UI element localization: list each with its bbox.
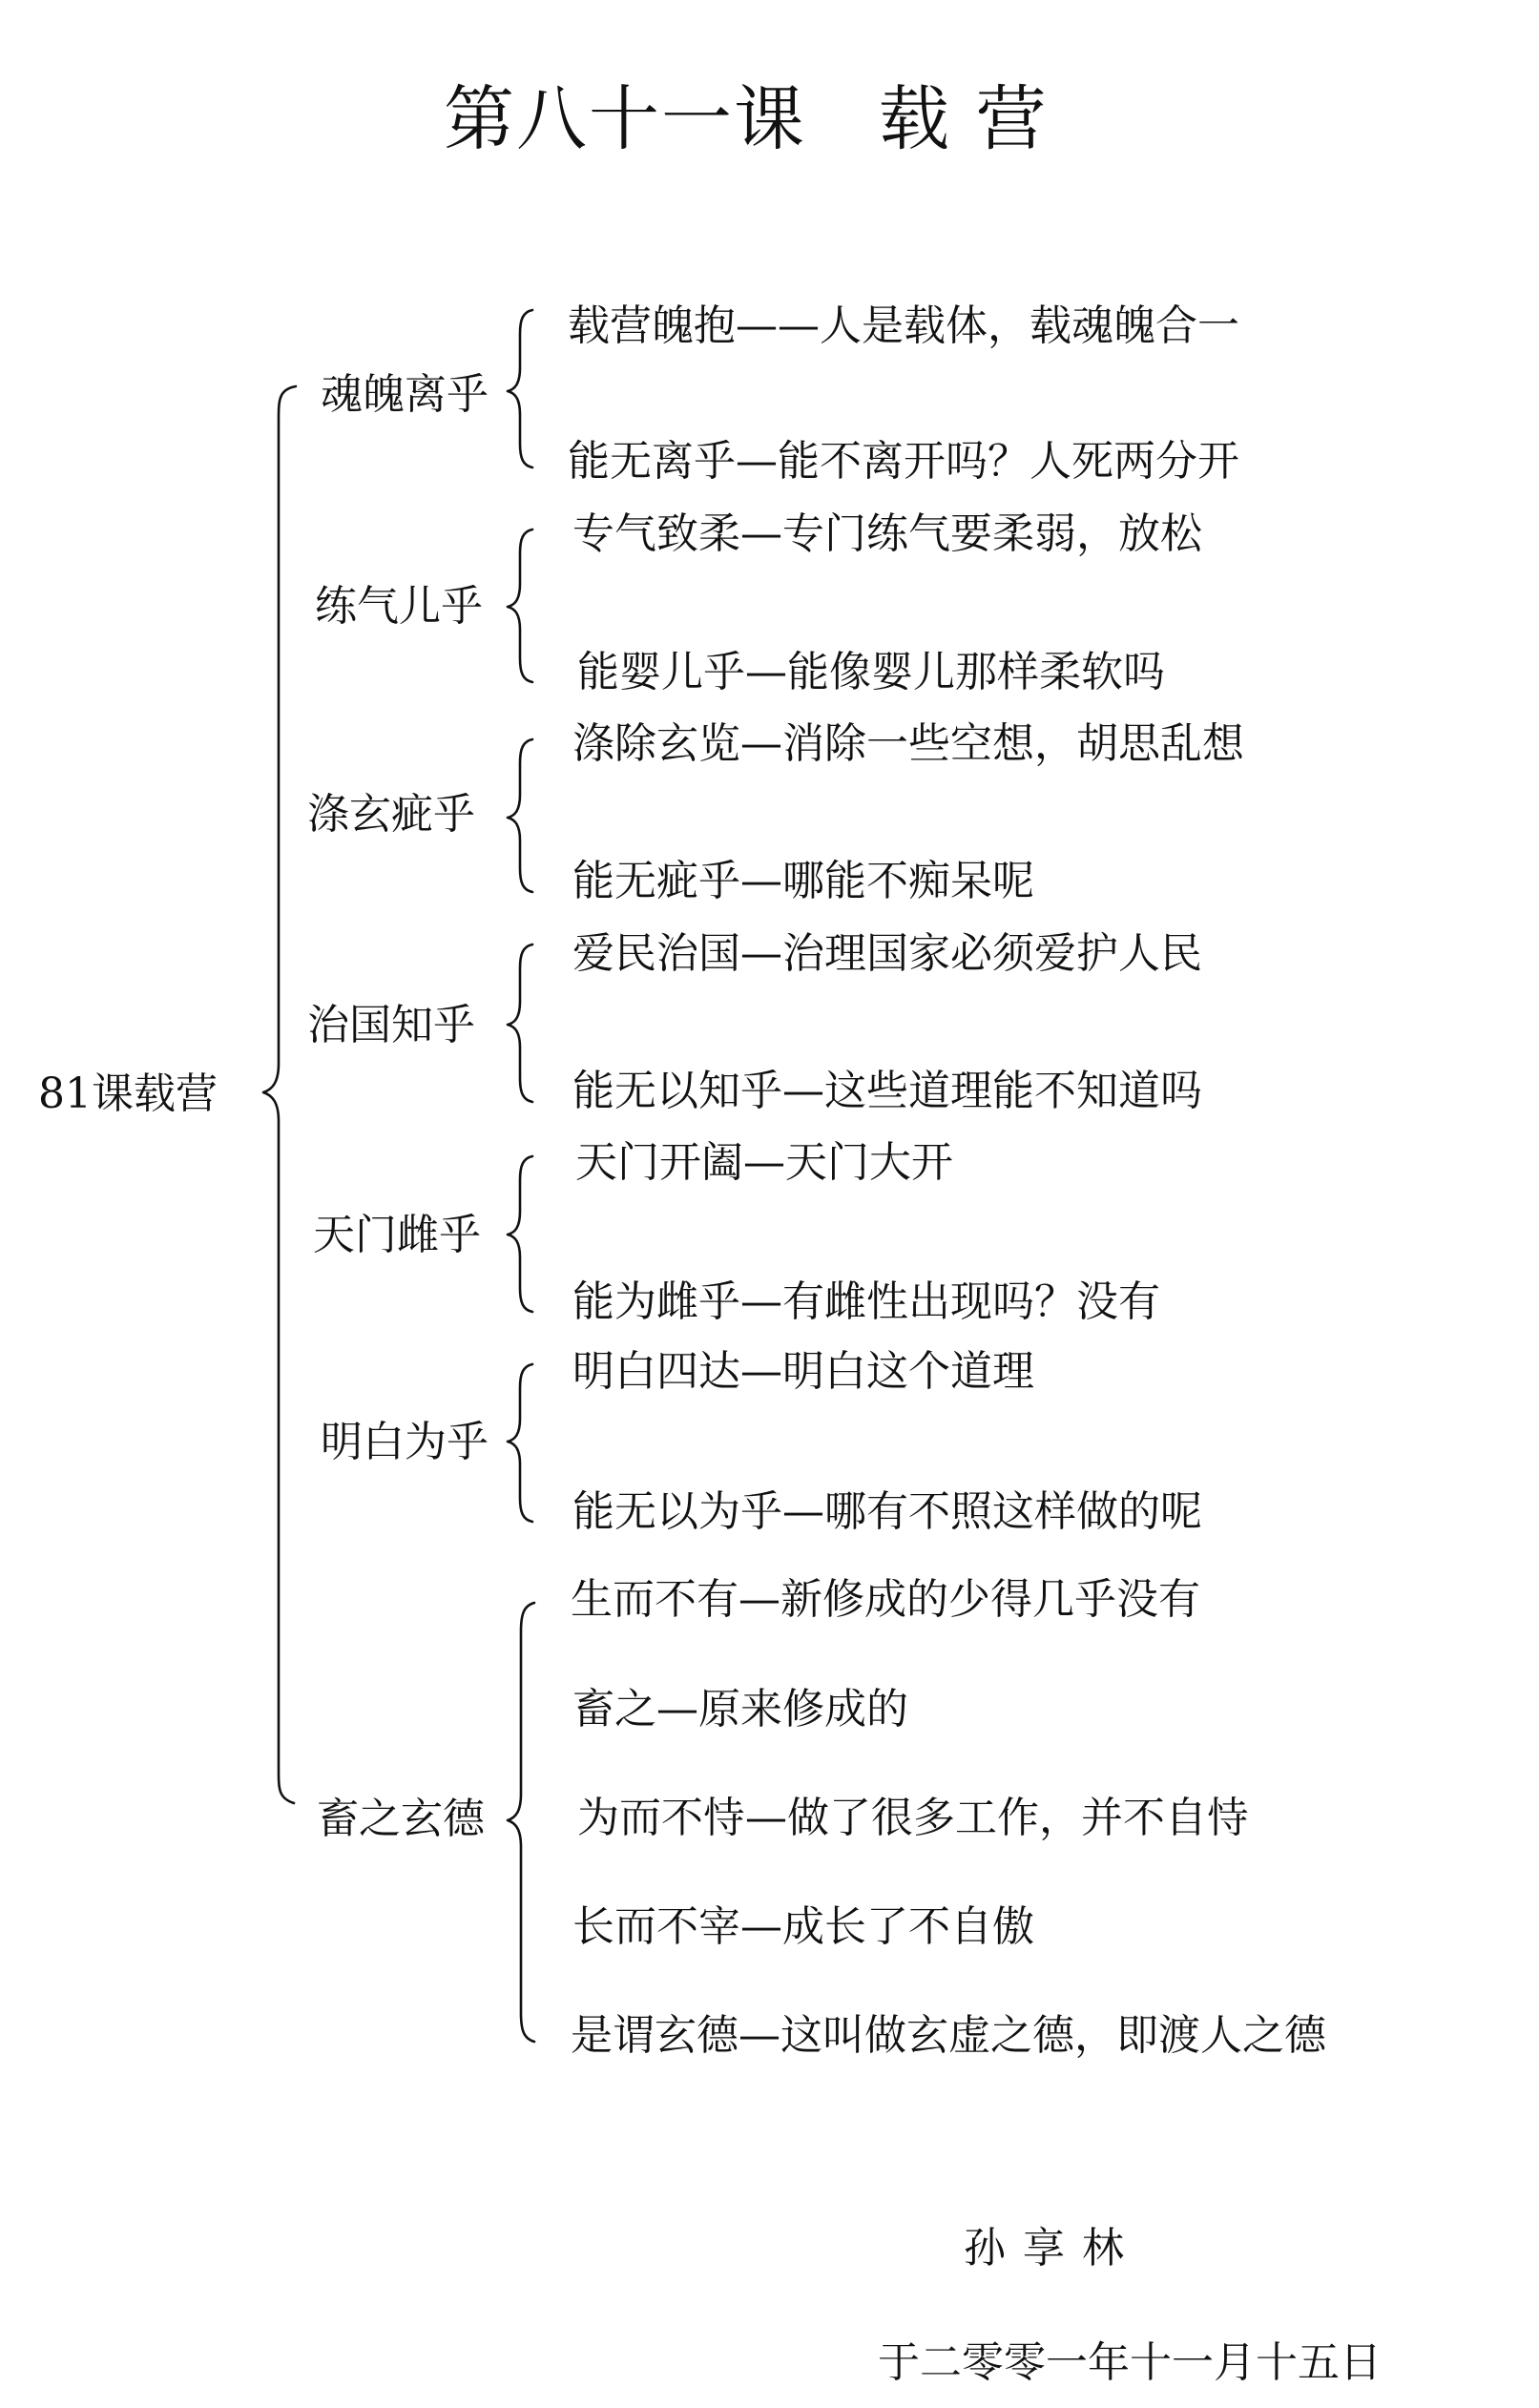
group-brace-2 [508, 529, 532, 682]
page-title: 第八十一课 载 营 [444, 78, 1049, 160]
group-item: 涤除玄览—消除一些空想，胡思乱想 [572, 719, 1244, 768]
group-item: 专气致柔—专门练气要柔弱，放松 [572, 509, 1202, 558]
group-label: 练气儿乎 [315, 582, 483, 631]
group-item: 明白四达—明白这个道理 [572, 1347, 1034, 1396]
group-item: 载营魄抱——人是载体，载魂魄合一 [568, 301, 1239, 350]
group-label: 天门雌乎 [313, 1211, 481, 1259]
group-brace-5 [508, 1156, 532, 1312]
group-item: 天门开阖—天门大开 [575, 1138, 953, 1187]
group-label: 魂魄离乎 [321, 370, 489, 419]
group-item: 畜之—原来修成的 [572, 1685, 908, 1733]
group-label: 治国知乎 [307, 1001, 475, 1049]
root-label: 81课载营 [38, 1069, 218, 1118]
group-item: 能无疵乎—哪能不痴呆呢 [572, 857, 1034, 905]
author-name: 孙享林 [964, 2224, 1141, 2273]
group-item: 是谓玄德—这叫做玄虚之德，即渡人之德 [571, 2011, 1326, 2060]
group-label: 畜之玄德 [317, 1795, 485, 1843]
date-line: 于二零零一年十一月十五日 [878, 2338, 1382, 2387]
group-item: 生而不有—新修成的少得几乎没有 [571, 1575, 1200, 1624]
group-item: 爱民治国—治理国家必须爱护人民 [572, 929, 1202, 978]
group-label: 明白为乎 [321, 1418, 489, 1466]
group-brace-3 [508, 739, 532, 892]
group-item: 能婴儿乎—能像婴儿那样柔软吗 [577, 648, 1165, 696]
group-brace-4 [508, 945, 532, 1102]
group-brace-6 [508, 1364, 532, 1522]
group-item: 长而不宰—成长了不自傲 [572, 1902, 1034, 1951]
group-brace-7 [508, 1603, 534, 2042]
group-braces [508, 310, 534, 2042]
group-item: 能无以知乎—这些道理能不知道吗 [572, 1067, 1202, 1115]
group-item: 能无离乎—能不离开吗？人死两分开 [568, 437, 1239, 486]
group-item: 能为雌乎—有雌性出现吗？没有 [572, 1277, 1160, 1326]
group-brace-1 [508, 310, 532, 467]
root-brace [263, 386, 296, 1803]
group-label: 涤玄疵乎 [307, 790, 475, 839]
group-item: 能无以为乎—哪有不照这样做的呢 [572, 1487, 1202, 1536]
group-item: 为而不恃—做了很多工作，并不自恃 [577, 1794, 1249, 1842]
